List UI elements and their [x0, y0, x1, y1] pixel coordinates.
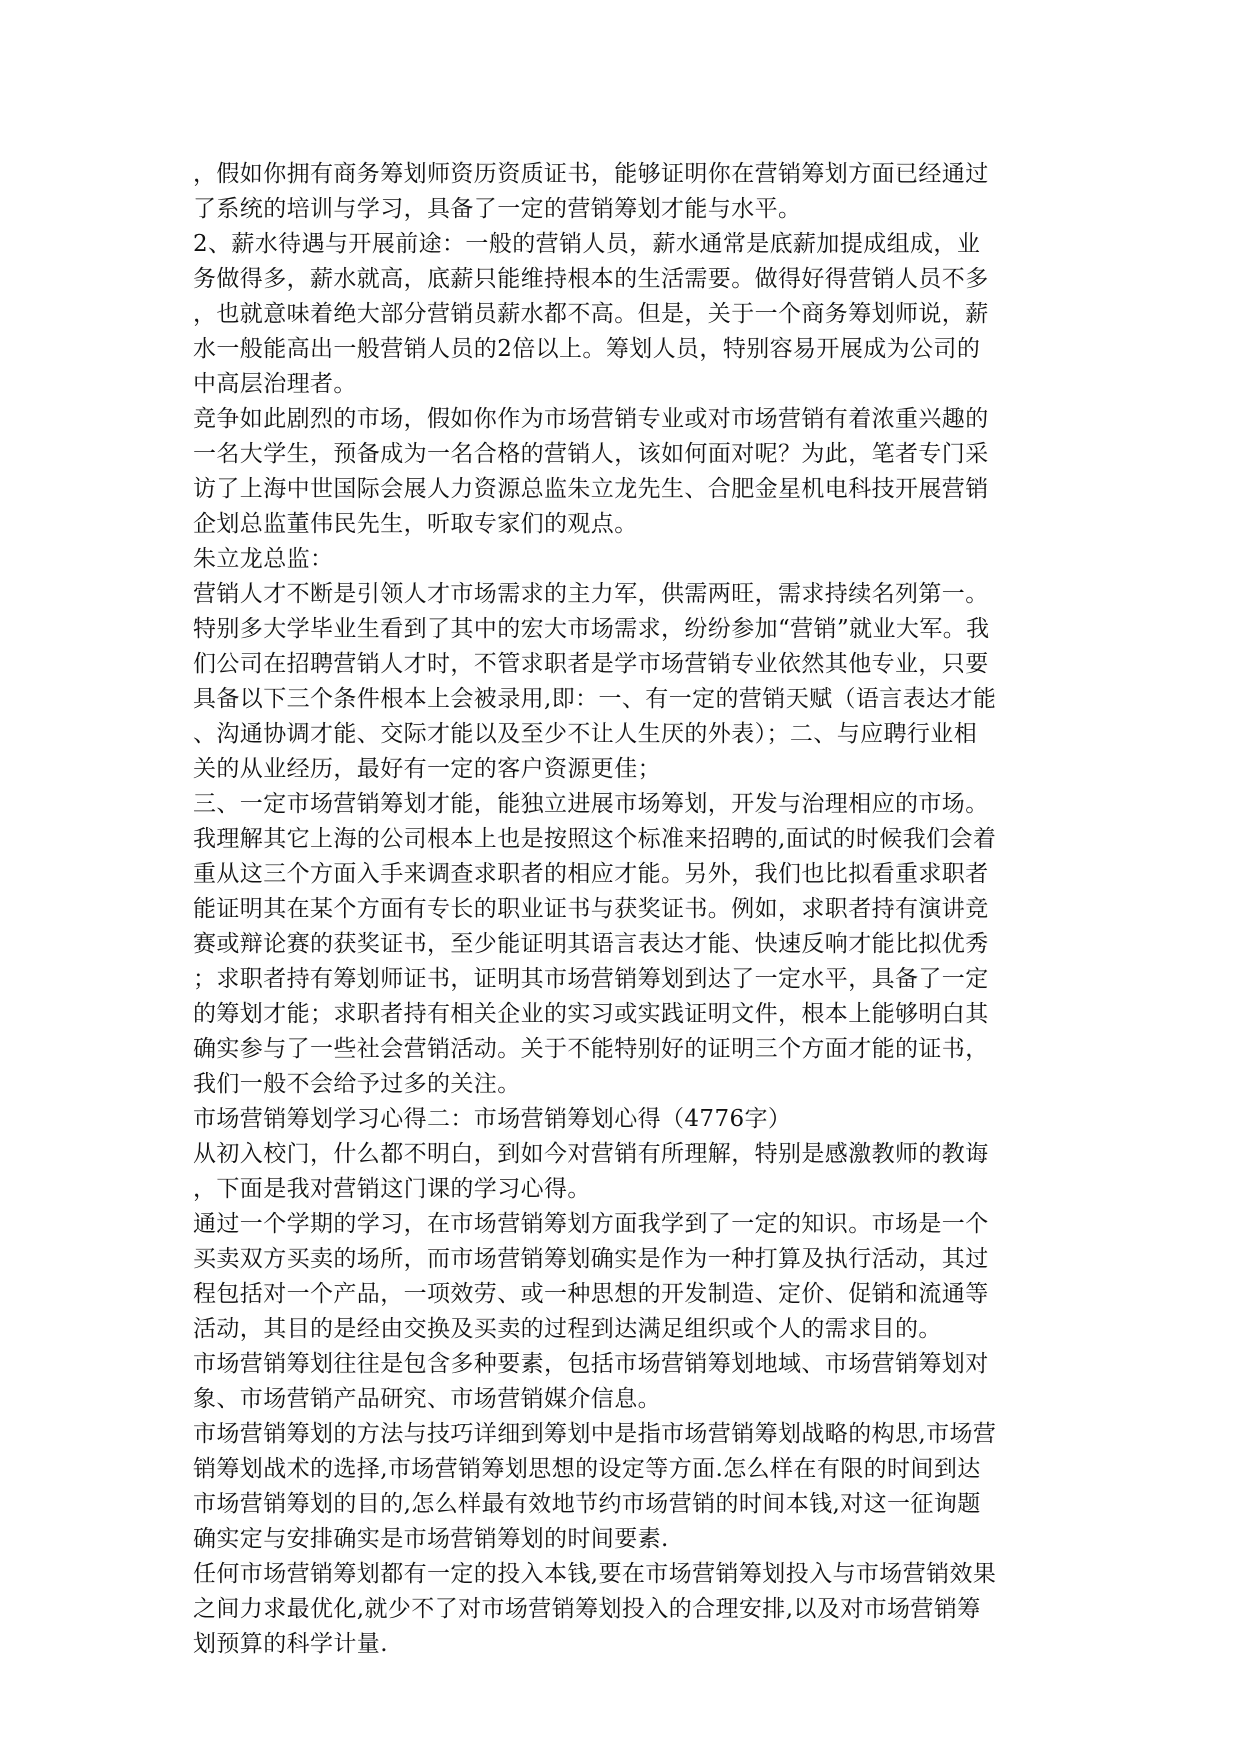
text-line: 市场营销筹划往往是包含多种要素，包括市场营销筹划地域、市场营销筹划对: [193, 1351, 989, 1377]
text-line: 确实参与了一些社会营销活动。关于不能特别好的证明三个方面才能的证书，: [193, 1036, 989, 1062]
text-line: 关的从业经历，最好有一定的客户资源更佳；: [193, 756, 661, 782]
text-line: 通过一个学期的学习，在市场营销筹划方面我学到了一定的知识。市场是一个: [193, 1211, 989, 1237]
text-line: ，也就意味着绝大部分营销员薪水都不高。但是，关于一个商务筹划师说，薪: [193, 301, 989, 327]
text-line: 市场营销筹划学习心得二：市场营销筹划心得（4776字）: [193, 1106, 792, 1132]
text-line: ；求职者持有筹划师证书，证明其市场营销筹划到达了一定水平，具备了一定: [193, 966, 989, 992]
text-line: 市场营销筹划的目的,怎么样最有效地节约市场营销的时间本钱,对这一征询题: [193, 1491, 981, 1517]
text-line: 我们一般不会给予过多的关注。: [193, 1071, 521, 1097]
text-line: 访了上海中世国际会展人力资源总监朱立龙先生、合肥金星机电科技开展营销: [193, 476, 989, 502]
text-line: ，假如你拥有商务筹划师资历资质证书，能够证明你在营销筹划方面已经通过: [193, 161, 989, 187]
text-line: 确实定与安排确实是市场营销筹划的时间要素.: [193, 1526, 669, 1552]
text-line: 的筹划才能；求职者持有相关企业的实习或实践证明文件，根本上能够明白其: [193, 1001, 989, 1027]
text-line: 中高层治理者。: [193, 371, 357, 397]
text-line: 之间力求最优化,就少不了对市场营销筹划投入的合理安排,以及对市场营销筹: [193, 1596, 981, 1622]
text-line: 、沟通协调才能、交际才能以及至少不让人生厌的外表）；二、与应聘行业相: [193, 721, 978, 747]
text-line: 竞争如此剧烈的市场，假如你作为市场营销专业或对市场营销有着浓重兴趣的: [193, 406, 989, 432]
document-body: [193, 157, 1053, 1662]
text-line: 活动，其目的是经由交换及买卖的过程到达满足组织或个人的需求目的。: [193, 1316, 942, 1342]
text-line: 买卖双方买卖的场所，而市场营销筹划确实是作为一种打算及执行活动，其过: [193, 1246, 989, 1272]
text-line: 从初入校门，什么都不明白，到如今对营销有所理解，特别是感激教师的教诲: [193, 1141, 989, 1167]
text-line: 三、一定市场营销筹划才能，能独立进展市场筹划，开发与治理相应的市场。: [193, 791, 989, 817]
text-line: 2、薪水待遇与开展前途：一般的营销人员，薪水通常是底薪加提成组成，业: [193, 231, 981, 257]
text-line: 我理解其它上海的公司根本上也是按照这个标准来招聘的,面试的时候我们会着: [193, 826, 997, 852]
text-line: 象、市场营销产品研究、市场营销媒介信息。: [193, 1386, 661, 1412]
text-line: ，下面是我对营销这门课的学习心得。: [193, 1176, 591, 1202]
text-line: 市场营销筹划的方法与技巧详细到筹划中是指市场营销筹划战略的构思,市场营: [193, 1421, 997, 1447]
text-line: 们公司在招聘营销人才时，不管求职者是学市场营销专业依然其他专业，只要: [193, 651, 989, 677]
text-line: 程包括对一个产品，一项效劳、或一种思想的开发制造、定价、促销和流通等: [193, 1281, 989, 1307]
text-line: 营销人才不断是引领人才市场需求的主力军，供需两旺，需求持续名列第一。: [193, 581, 989, 607]
text-line: 任何市场营销筹划都有一定的投入本钱,要在市场营销筹划投入与市场营销效果: [193, 1561, 997, 1587]
text-line: 划预算的科学计量.: [193, 1631, 388, 1657]
text-line: 务做得多，薪水就高，底薪只能维持根本的生活需要。做得好得营销人员不多: [193, 266, 989, 292]
text-line: 能证明其在某个方面有专长的职业证书与获奖证书。例如，求职者持有演讲竞: [193, 896, 989, 922]
text-line: 朱立龙总监：: [193, 546, 334, 572]
text-line: 赛或辩论赛的获奖证书，至少能证明其语言表达才能、快速反响才能比拟优秀: [193, 931, 989, 957]
text-line: 企划总监董伟民先生，听取专家们的观点。: [193, 511, 638, 537]
text-line: 了系统的培训与学习，具备了一定的营销筹划才能与水平。: [193, 196, 802, 222]
text-line: 重从这三个方面入手来调查求职者的相应才能。另外，我们也比拟看重求职者: [193, 861, 989, 887]
text-line: 具备以下三个条件根本上会被录用,即：一、有一定的营销天赋（语言表达才能: [193, 686, 997, 712]
text-line: 销筹划战术的选择,市场营销筹划思想的设定等方面.怎么样在有限的时间到达: [193, 1456, 981, 1482]
text-line: 特别多大学毕业生看到了其中的宏大市场需求，纷纷参加“营销”就业大军。我: [193, 616, 990, 642]
text-line: 水一般能高出一般营销人员的2倍以上。筹划人员，特别容易开展成为公司的: [193, 336, 981, 362]
text-line: 一名大学生，预备成为一名合格的营销人，该如何面对呢？为此，笔者专门采: [193, 441, 989, 467]
